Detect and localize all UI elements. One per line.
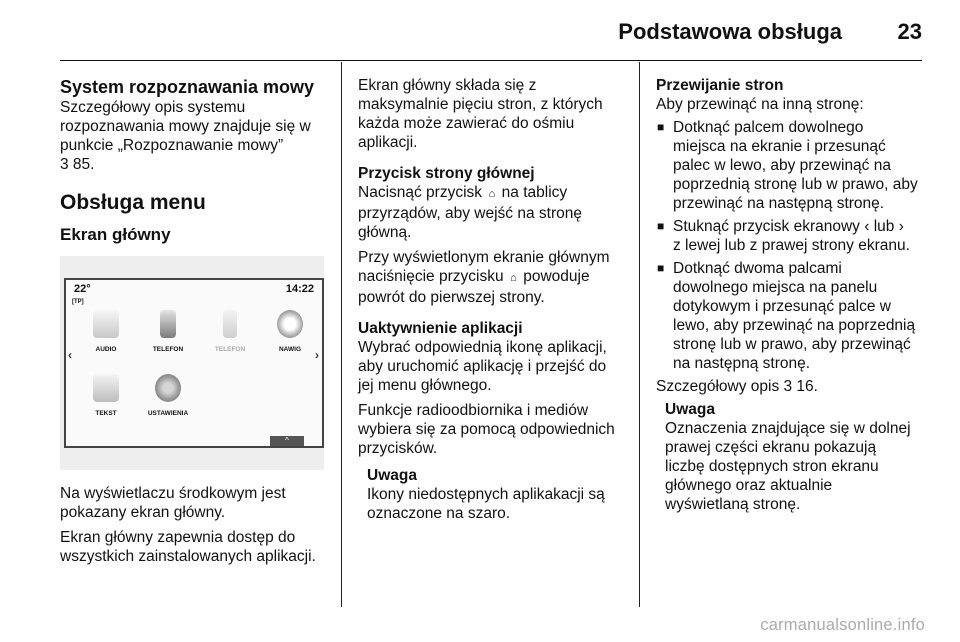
- bullet-line: miejsca na ekranie i przesunąć: [673, 138, 886, 155]
- note-box: [656, 400, 926, 514]
- message-icon: [93, 374, 119, 402]
- compass-icon: [277, 310, 303, 338]
- app-label: USTAWIENIA: [147, 410, 189, 417]
- paragraph-line: maksymalnie pięciu stron, z których: [358, 96, 603, 113]
- bullet-line: ■ Dotknąć dwoma palcami: [673, 260, 842, 277]
- app-settings[interactable]: [138, 374, 198, 423]
- column-1: [60, 76, 335, 566]
- app-label: AUDIO: [95, 346, 117, 353]
- note-title: Uwaga: [367, 467, 417, 484]
- bullet-line: ■ Stuknąć przycisk ekranowy ‹ lub ›: [673, 218, 904, 235]
- paragraph-line: [358, 183, 633, 204]
- column-divider-2: [639, 62, 640, 607]
- bullet-line: dowolnego miejsca na panelu: [673, 279, 878, 296]
- app-label: TELEFON: [152, 346, 184, 353]
- app-phone[interactable]: [138, 310, 198, 359]
- footer-watermark: carmanualsonline.info: [760, 616, 925, 634]
- paragraph-line: Aby przewinąć na inną stronę:: [656, 96, 864, 113]
- page-left-arrow[interactable]: ‹: [68, 348, 72, 362]
- clock-readout: 14:22: [285, 283, 314, 295]
- note-line: Oznaczenia znajdujące się w dolnej: [665, 420, 911, 437]
- music-note-icon: [93, 310, 119, 338]
- paragraph-line: Na wyświetlaczu środkowym jest: [60, 485, 286, 502]
- note-line: prawej części ekranu pokazują: [665, 439, 877, 456]
- bullet-line: palec w lewo, aby przewinąć na: [673, 157, 891, 174]
- paragraph-line: Wybrać odpowiednią ikonę aplikacji,: [358, 339, 607, 356]
- bullet-item: [656, 118, 926, 213]
- note-line: Ikony niedostępnych aplikakacji są: [367, 486, 605, 503]
- text-fragment: powoduje: [523, 268, 590, 285]
- paragraph-line: przyrządów, aby wejść na stronę: [358, 205, 582, 222]
- speech-line: rozpoznawania mowy znajduje się w: [60, 118, 311, 135]
- paragraph-line: Funkcje radioodbiornika i mediów: [358, 402, 589, 419]
- note-box: [358, 466, 633, 523]
- app-text[interactable]: [76, 374, 136, 423]
- app-label: TELEFON: [214, 346, 246, 353]
- paragraph-line: każda może zawierać do ośmiu: [358, 115, 575, 132]
- speech-line: Szczegółowy opis systemu: [60, 99, 246, 116]
- text-fragment: Nacisnąć przycisk: [358, 184, 483, 201]
- page-right-arrow[interactable]: ›: [315, 348, 319, 362]
- paragraph-line: [358, 267, 633, 288]
- paragraph-line: Ekran główny zapewnia dostęp do: [60, 529, 296, 546]
- paragraph-line: Przy wyświetlonym ekranie głównym: [358, 249, 610, 266]
- paragraph-line: Ekran główny składa się z: [358, 77, 537, 94]
- section-heading-speech: System rozpoznawania mowy: [60, 77, 315, 97]
- subheading-page-scroll: Przewijanie stron: [656, 77, 784, 94]
- home-tab[interactable]: ^: [270, 436, 304, 446]
- bullet-line: na następną stronę.: [673, 355, 811, 372]
- speech-line: punkcie „Rozpoznawanie mowy”: [60, 137, 284, 154]
- paragraph-line: aplikacji.: [358, 134, 418, 151]
- speech-reference-link[interactable]: 3 85.: [60, 156, 95, 173]
- page-number: 23: [897, 19, 922, 44]
- subheading-activate-app: Uaktywnienie aplikacji: [358, 320, 523, 337]
- home-screen-image: [60, 256, 324, 470]
- home-screen-display: [64, 278, 324, 448]
- app-navigation[interactable]: [260, 310, 320, 359]
- page-header-title: Podstawowa obsługa: [618, 19, 842, 44]
- app-label: TEKST: [95, 410, 117, 417]
- column-2: [358, 76, 633, 523]
- bullet-line: ■ Dotknąć palcem dowolnego: [673, 119, 864, 136]
- temperature-readout: 22°: [74, 283, 91, 295]
- paragraph-line: główną.: [358, 224, 412, 241]
- note-line: wyświetlaną stronę.: [665, 496, 801, 513]
- note-title: Uwaga: [665, 401, 715, 418]
- text-fragment: na tablicy: [501, 184, 568, 201]
- phone-gray-icon: [223, 310, 237, 338]
- header-rule: [60, 60, 922, 61]
- bullet-line: z lewej lub z prawej strony ekranu.: [673, 237, 910, 254]
- bullet-item: [656, 217, 926, 255]
- bullet-line: przewinąć na następną stronę.: [673, 195, 885, 212]
- subheading-home-screen: Ekran główny: [60, 225, 171, 244]
- note-line: oznaczone na szaro.: [367, 505, 511, 522]
- tp-indicator: [TP]: [72, 299, 84, 305]
- reference-link[interactable]: Szczegółowy opis 3 16.: [656, 378, 818, 395]
- paragraph-line: wybiera się za pomocą odpowiednich: [358, 421, 615, 438]
- column-divider-1: [341, 62, 342, 607]
- bullet-line: dotykowym i przesunąć palce w: [673, 298, 891, 315]
- app-label: NAWIG: [278, 346, 302, 353]
- column-3: [656, 76, 926, 514]
- paragraph-line: pokazany ekran główny.: [60, 504, 226, 521]
- paragraph-line: aby uruchomić aplikację i przejść do: [358, 358, 607, 375]
- gears-icon: [155, 374, 181, 402]
- home-icon: ⌂: [510, 272, 517, 284]
- app-audio[interactable]: [76, 310, 136, 359]
- note-line: głównego oraz aktualnie: [665, 477, 833, 494]
- phone-icon: [160, 310, 176, 338]
- bullet-line: stronę lub w prawo, aby przewinąć: [673, 336, 911, 353]
- app-phone-disabled: [200, 310, 260, 359]
- bullet-line: poprzednią stronę lub w prawo, aby: [673, 176, 918, 193]
- subheading-home-button: Przycisk strony głównej: [358, 165, 535, 182]
- paragraph-line: jej menu głównego.: [358, 377, 492, 394]
- paragraph-line: przycisków.: [358, 440, 438, 457]
- home-icon: ⌂: [488, 188, 496, 200]
- text-fragment: naciśnięcie przycisku: [358, 268, 504, 285]
- section-heading-menu: Obsługa menu: [60, 191, 206, 214]
- bullet-line: lewo, aby przewinąć na poprzednią: [673, 317, 916, 334]
- note-line: liczbę dostępnych stron ekranu: [665, 458, 879, 475]
- paragraph-line: powrót do pierwszej strony.: [358, 289, 545, 306]
- paragraph-line: wszystkich zainstalowanych aplikacji.: [60, 548, 316, 565]
- bullet-item: [656, 259, 926, 373]
